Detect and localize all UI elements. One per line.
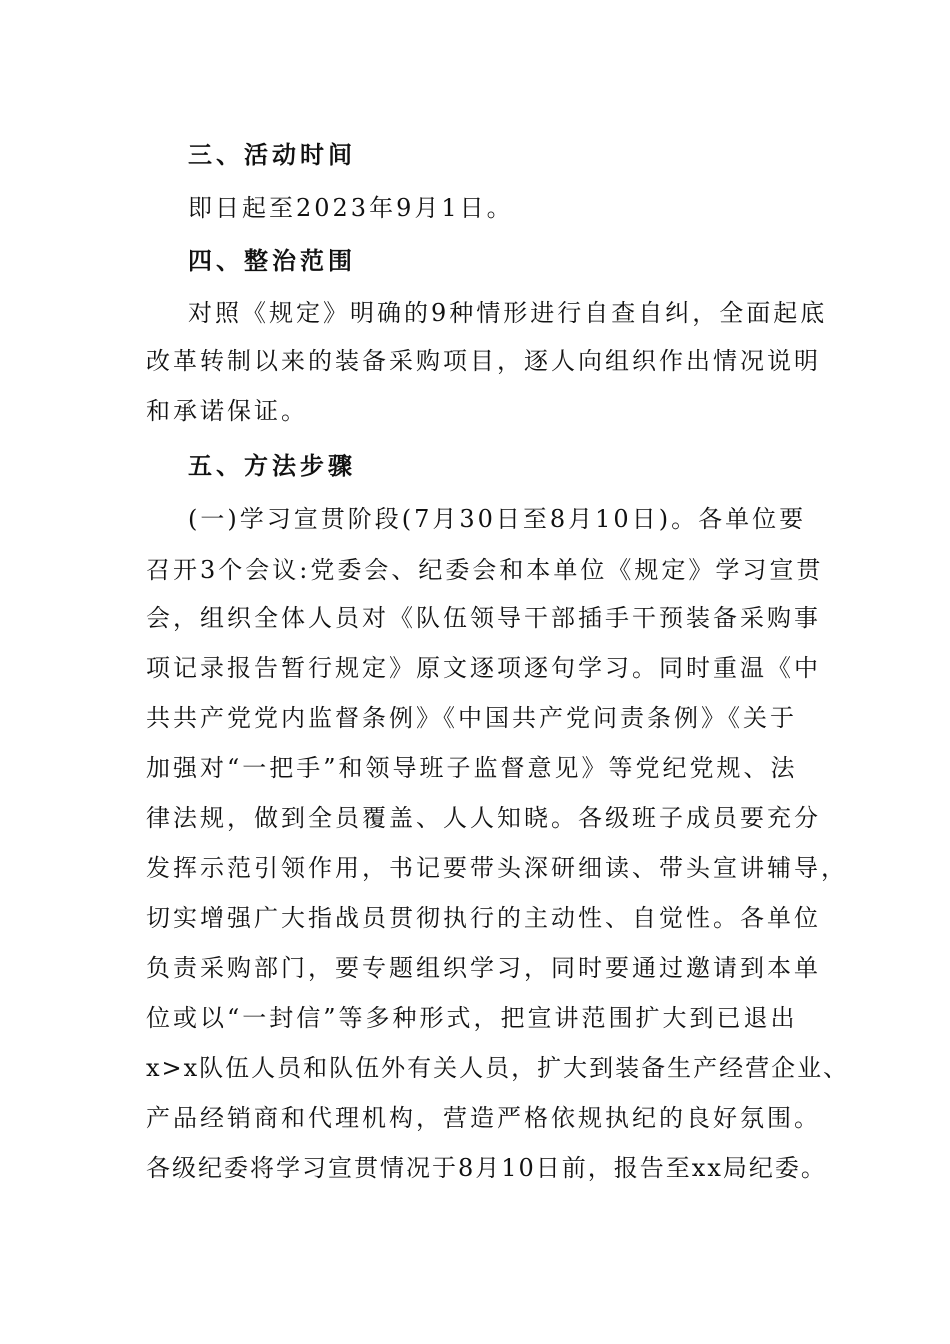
paragraph-line: 发挥示范引领作用，书记要带头深研细读、带头宣讲辅导，	[146, 854, 848, 882]
paragraph-line: (一)学习宣贯阶段(7月30日至8月10日)。各单位要	[188, 505, 807, 533]
paragraph-line: 共共产党党内监督条例》《中国共产党问责条例》《关于	[146, 704, 797, 732]
section-heading-scope: 四、整治范围	[188, 246, 356, 275]
section-heading-method-steps: 五、方法步骤	[188, 451, 356, 480]
paragraph-line: 会，组织全体人员对《队伍领导干部插手干预装备采购事	[146, 604, 821, 632]
paragraph-line: 项记录报告暂行规定》原文逐项逐句学习。同时重温《中	[146, 654, 821, 682]
paragraph-line: 对照《规定》明确的9种情形进行自查自纠，全面起底	[188, 299, 828, 327]
paragraph-line: 召开3个会议:党委会、纪委会和本单位《规定》学习宣贯	[146, 556, 824, 584]
section-heading-activity-time: 三、活动时间	[188, 140, 356, 169]
paragraph-line: 产品经销商和代理机构，营造严格依规执纪的良好氛围。	[146, 1104, 821, 1132]
paragraph-line: 加强对“一把手”和领导班子监督意见》等党纪党规、法	[146, 754, 798, 782]
paragraph-line: x>x队伍人员和队伍外有关人员，扩大到装备生产经营企业、	[146, 1054, 850, 1082]
paragraph-line: 切实增强广大指战员贯彻执行的主动性、自觉性。各单位	[146, 904, 821, 932]
paragraph-line: 改革转制以来的装备采购项目，逐人向组织作出情况说明	[146, 347, 821, 375]
paragraph-line: 负责采购部门，要专题组织学习，同时要通过邀请到本单	[146, 954, 821, 982]
paragraph-line: 各级纪委将学习宣贯情况于8月10日前，报告至xx局纪委。	[146, 1154, 827, 1182]
paragraph-line: 和承诺保证。	[146, 397, 308, 425]
paragraph-line: 位或以“一封信”等多种形式，把宣讲范围扩大到已退出	[146, 1004, 798, 1032]
paragraph-line: 律法规，做到全员覆盖、人人知晓。各级班子成员要充分	[146, 804, 821, 832]
paragraph-line: 即日起至2023年9月1日。	[188, 194, 514, 222]
